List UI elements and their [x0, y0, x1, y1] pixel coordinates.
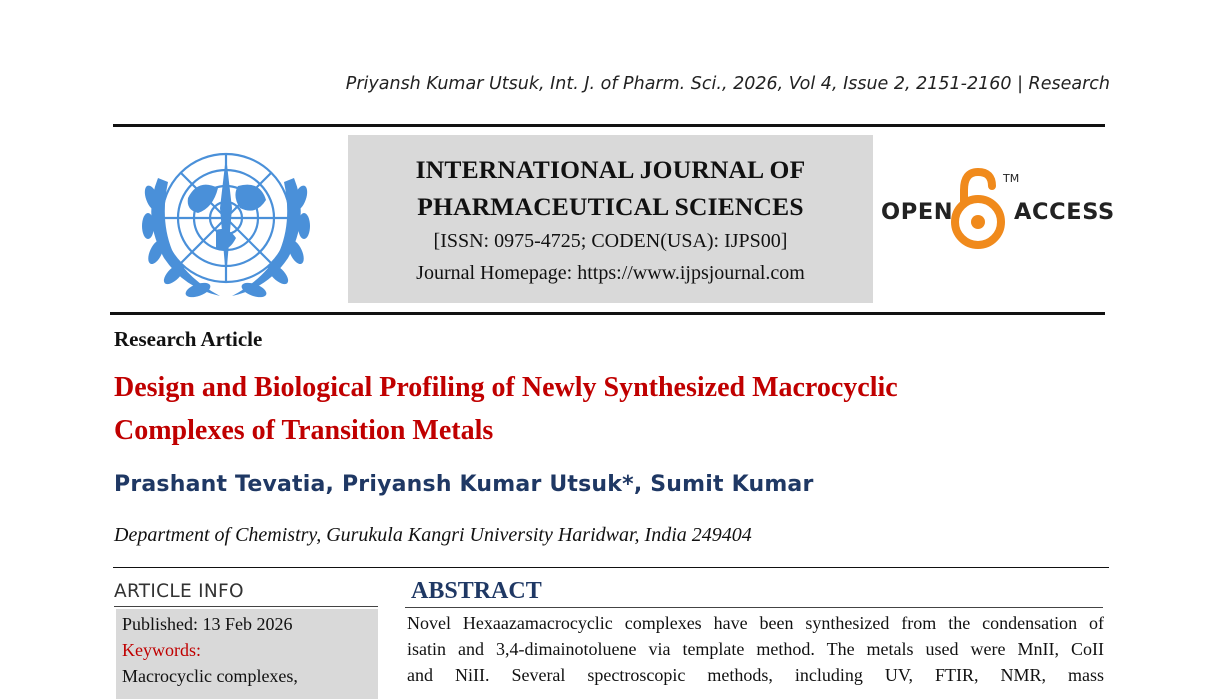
keywords-label: Keywords: [122, 640, 201, 660]
article-title-line1: Design and Biological Profiling of Newly Synthesized Macrocyclic [114, 372, 898, 403]
article-info-heading: ARTICLE INFO [114, 581, 244, 602]
open-access-access-text: ACCESS [1014, 199, 1115, 225]
journal-issn: [ISSN: 0975-4725; CODEN(USA): IJPS00] [433, 230, 788, 252]
abstract-heading: ABSTRACT [411, 578, 542, 604]
masthead-bottom-rule [110, 312, 1105, 315]
journal-name-line2: PHARMACEUTICAL SCIENCES [417, 192, 804, 221]
article-info-rule [114, 606, 378, 607]
keywords-list: Macrocyclic complexes, [122, 666, 298, 686]
abstract-line: isatin and 3,4-dimainotoluene via template method. The metals used were MnII, CoII [407, 639, 1104, 659]
open-access-open-text: OPEN [881, 199, 954, 225]
abstract-rule [405, 607, 1103, 608]
running-head: Priyansh Kumar Utsuk, Int. J. of Pharm. Sci., 2026, Vol 4, Issue 2, 2151-2160 | Research [345, 74, 1110, 94]
abstract-line: Novel Hexaazamacrocyclic complexes have been synthesized from the condensation of [407, 613, 1104, 633]
section-divider [113, 567, 1109, 568]
article-info-box [116, 609, 378, 699]
article-title [114, 366, 1104, 452]
un-emblem-icon [128, 138, 324, 304]
open-access-trademark: TM [1003, 172, 1020, 185]
article-authors: Prashant Tevatia, Priyansh Kumar Utsuk*, Sumit Kumar [114, 472, 814, 497]
journal-masthead-box [348, 135, 873, 303]
abstract-line: and NiII. Several spectroscopic methods, including UV, FTIR, NMR, mass [407, 665, 1104, 685]
journal-name-line1: INTERNATIONAL JOURNAL OF [415, 155, 806, 184]
abstract-text [407, 610, 1104, 688]
article-title-line2: Complexes of Transition Metals [114, 415, 494, 446]
author-affiliation: Department of Chemistry, Gurukula Kangri University Haridwar, India 249404 [114, 524, 752, 546]
article-type: Research Article [114, 327, 263, 351]
top-rule [113, 124, 1105, 127]
journal-homepage[interactable]: Journal Homepage: https://www.ijpsjournal.com [416, 262, 805, 284]
published-date: Published: 13 Feb 2026 [122, 614, 293, 634]
